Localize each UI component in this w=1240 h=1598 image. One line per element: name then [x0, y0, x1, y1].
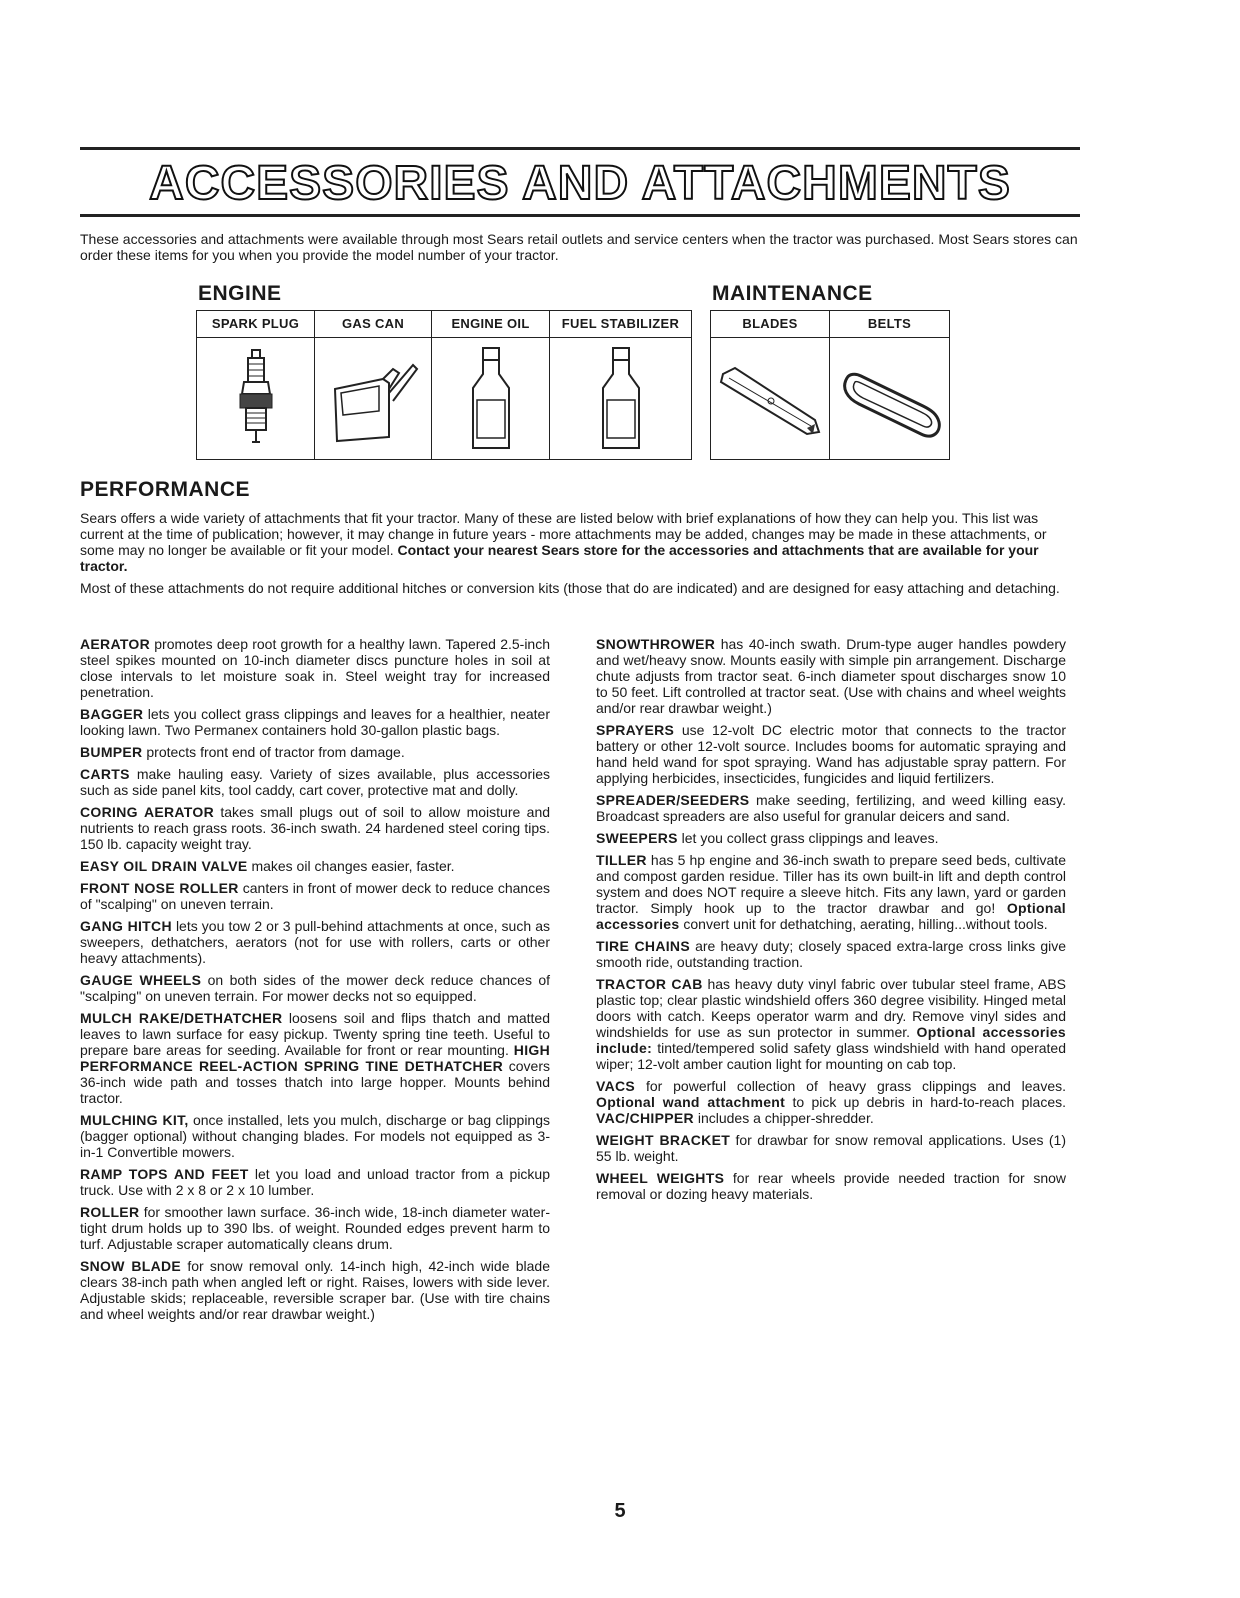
attachment-item: WEIGHT BRACKET for drawbar for snow removal applications. Uses (1) 55 lb. weight.: [596, 1132, 1066, 1164]
attachment-item: BAGGER lets you collect grass clippings and leaves for a healthier, neater looking lawn. Two Permanex containers hold 30-gallon plastic bags.: [80, 706, 551, 738]
attachment-item: EASY OIL DRAIN VALVE makes oil changes easier, faster.: [80, 858, 455, 874]
engine-accessories-table: [196, 310, 692, 460]
attachment-item: MULCHING KIT, once installed, lets you mulch, discharge or bag clippings (bagger optional) without changing blades. For models not equipped as 3-in-1 Convertible mowers.: [80, 1112, 550, 1160]
performance-text: [80, 510, 1080, 602]
attachment-item: GAUGE WHEELS on both sides of the mower deck reduce chances of "scalping" on uneven terrain. For mower decks not so equipped.: [80, 972, 551, 1004]
attachment-item: CORING AERATOR takes small plugs out of soil to allow moisture and nutrients to reach grass roots. 36-inch swath. 24 hardened steel coring tips. 150 lb. capacity weight tray.: [80, 804, 551, 852]
page-title: ACCESSORIES AND ATTACHMENTS: [149, 157, 1011, 210]
attachment-item: SWEEPERS let you collect grass clippings and leaves.: [596, 830, 939, 846]
cell-label: BELTS: [830, 311, 949, 338]
attachment-item: TRACTOR CAB has heavy duty vinyl fabric over tubular steel frame, ABS plastic top; clear plastic windshield offers 360 degree visibility. Hinged metal doors with catch. Keeps operator warm and dry. Remove vinyl sides and windshields for use as sun protector in summer. Optional accessories include: tinted/tempered solid safety glass windshield with hand operated wiper; 12-volt amber caution light for mounting on cab top.: [596, 976, 1067, 1072]
top-rule: [80, 147, 1080, 150]
attachment-item: ROLLER for smoother lawn surface. 36-inch wide, 18-inch diameter water-tight drum holds up to 390 lbs. of weight. Rounded edges prevent harm to turf. Adjustable scraper automatically cleans drum.: [80, 1204, 550, 1252]
attachment-item: VACS for powerful collection of heavy grass clippings and leaves. Optional wand attachment to pick up debris in hard-to-reach places. VAC/CHIPPER includes a chipper-shredder.: [596, 1078, 1067, 1126]
cell-label: BLADES: [711, 311, 829, 338]
attachments-left-column: [80, 636, 550, 1328]
performance-para1-bold: Contact your nearest Sears store for the accessories and attachments that are available for your tractor.: [80, 542, 1039, 574]
performance-paragraph-2: Most of these attachments do not require additional hitches or conversion kits (those that do are indicated) and are designed for easy attaching and detaching.: [80, 580, 1060, 596]
attachment-item: RAMP TOPS AND FEET let you load and unload tractor from a pickup truck. Use with 2 x 8 or 2 x 10 lumber.: [80, 1166, 551, 1198]
cell-label: FUEL STABILIZER: [550, 311, 691, 338]
attachment-item: TILLER has 5 hp engine and 36-inch swath to prepare seed beds, cultivate and compost garden residue. Tiller has its own built-in lift and depth control system and does NOT require a sleeve hitch. Fits any lawn, yard or garden tractor. Simply hook up to the tractor drawbar and go! Optional accessories convert unit for dethatching, aerating, hilling...without tools.: [596, 852, 1067, 932]
performance-heading: PERFORMANCE: [80, 478, 251, 501]
belt-icon: [835, 354, 945, 444]
attachment-item: SPRAYERS use 12-volt DC electric motor that connects to the tractor battery or other 12-volt source. Includes booms for automatic spraying and hand held wand for spot spraying. Wand has adjustable spray pattern. For applying herbicides, insecticides, fungicides and liquid fertilizers.: [596, 722, 1066, 786]
gas-can-icon: [323, 349, 423, 449]
engine-heading: ENGINE: [198, 282, 282, 305]
intro-paragraph: These accessories and attachments were available through most Sears retail outlets and service centers when the tractor was purchased. Most Sears stores can order these items for you when you provide the model number of your tractor.: [80, 231, 1078, 263]
engine-cell-engine-oil: [431, 311, 549, 459]
cell-label: ENGINE OIL: [432, 311, 549, 338]
fuel-stabilizer-bottle-icon: [591, 344, 651, 454]
attachments-right-column: [596, 636, 1066, 1208]
engine-cell-gas-can: [314, 311, 431, 459]
attachment-item: AERATOR promotes deep root growth for a healthy lawn. Tapered 2.5-inch steel spikes mounted on 10-inch diameter discs puncture holes in soil at close intervals to let moisture soak in. Steel weight tray for increased penetration.: [80, 636, 550, 700]
attachment-item: BUMPER protects front end of tractor from damage.: [80, 744, 405, 760]
engine-cell-spark-plug: [197, 311, 314, 459]
attachment-item: SNOWTHROWER has 40-inch swath. Drum-type auger handles powdery and wet/heavy snow. Mounts easily with simple pin arrangement. Discharge chute adjusts from tractor seat. 6-inch diameter spout discharges snow 10 to 50 feet. Lift controlled at tractor seat. (Use with chains and wheel weights and/or rear drawbar weight.): [596, 636, 1067, 716]
cell-label: SPARK PLUG: [197, 311, 314, 338]
attachment-item: SNOW BLADE for snow removal only. 14-inch high, 42-inch wide blade clears 38-inch path when angled left or right. Raises, lowers with side lever. Adjustable skids; replaceable, reversible scraper bar. (Use with tire chains and wheel weights and/or rear drawbar weight.): [80, 1258, 550, 1322]
engine-cell-fuel-stabilizer: [549, 311, 691, 459]
attachment-item: FRONT NOSE ROLLER canters in front of mower deck to reduce chances of "scalping" on uneven terrain.: [80, 880, 551, 912]
performance-para1-text: Sears offers a wide variety of attachments that fit your tractor. Many of these are listed below with brief explanations of how they can help you. This list was current at the time of publication; however, it may change in future years - more attachments may be added, changes may be made in these attachments, or some may no longer be available or fit your model.: [80, 510, 1047, 558]
performance-paragraph-1: [80, 510, 1080, 574]
title-rule: [80, 214, 1080, 217]
attachment-item: CARTS make hauling easy. Variety of sizes available, plus accessories such as side panel kits, tool caddy, cart cover, protective mat and dolly.: [80, 766, 550, 798]
cell-label: GAS CAN: [315, 311, 431, 338]
attachment-item: TIRE CHAINS are heavy duty; closely spaced extra-large cross links give smooth ride, outstanding traction.: [596, 938, 1067, 970]
engine-oil-bottle-icon: [461, 344, 521, 454]
maintenance-heading: MAINTENANCE: [712, 282, 873, 305]
maintenance-accessories-table: [710, 310, 950, 460]
attachment-item: GANG HITCH lets you tow 2 or 3 pull-behind attachments at once, such as sweepers, dethatchers, aerators (not for use with rollers, carts or other heavy attachments).: [80, 918, 550, 966]
attachment-item: MULCH RAKE/DETHATCHER loosens soil and flips thatch and matted leaves to lawn surface for easy pickup. Twenty spring tine teeth. Useful to prepare bare areas for seeding. Available for front or rear mounting. HIGH PERFORMANCE REEL-ACTION SPRING TINE DETHATCHER covers 36-inch wide path and tosses thatch into large hopper. Mounts behind tractor.: [80, 1010, 550, 1106]
maintenance-cell-belts: [829, 311, 949, 459]
attachment-item: SPREADER/SEEDERS make seeding, fertilizing, and weed killing easy. Broadcast spreaders are also useful for granular deicers and sand.: [596, 792, 1066, 824]
maintenance-cell-blades: [711, 311, 829, 459]
spark-plug-icon: [226, 344, 286, 454]
blade-icon: [715, 354, 825, 444]
page-number: 5: [614, 1500, 626, 1522]
attachment-item: WHEEL WEIGHTS for rear wheels provide needed traction for snow removal or dozing heavy materials.: [596, 1170, 1067, 1202]
